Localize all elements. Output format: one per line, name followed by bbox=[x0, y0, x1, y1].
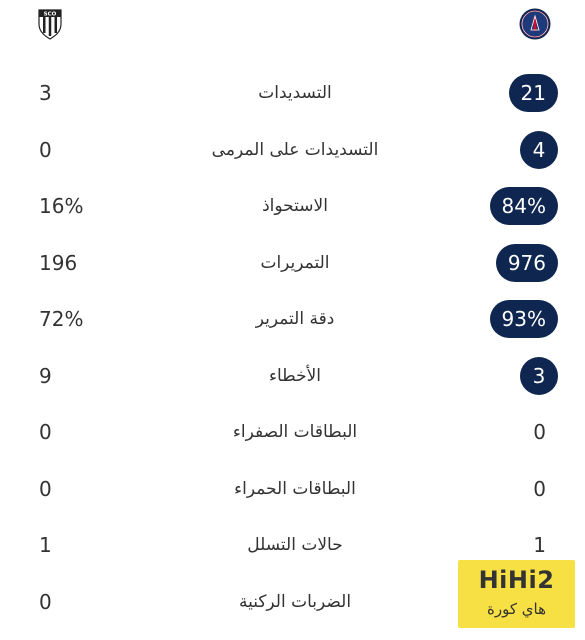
stat-label: الضربات الركنية bbox=[238, 591, 352, 612]
away-stat-value: 3 bbox=[39, 81, 52, 105]
away-stat-value: 9 bbox=[39, 363, 52, 388]
home-stat-pill: 976 bbox=[496, 244, 558, 282]
stat-label: التمريرات bbox=[260, 252, 330, 273]
away-stat-value: 0 bbox=[39, 589, 52, 614]
home-stat-value: 1 bbox=[533, 533, 546, 557]
away-stat-value: 0 bbox=[39, 476, 52, 501]
home-stat-value: 0 bbox=[533, 476, 546, 501]
svg-text:SCO: SCO bbox=[43, 11, 57, 18]
home-stat-pill: 4 bbox=[520, 131, 558, 169]
home-stat-pill: 84% bbox=[490, 187, 558, 225]
stat-label: التسديدات bbox=[258, 83, 332, 103]
home-stat-pill: 93% bbox=[490, 300, 558, 338]
stat-label: حالات التسلل bbox=[247, 535, 343, 555]
away-stat-value: 16% bbox=[39, 194, 84, 218]
stat-row bbox=[0, 243, 585, 283]
stat-label: دقة التمرير bbox=[255, 309, 335, 329]
stat-row bbox=[0, 412, 585, 452]
home-stat-pill: 3 bbox=[520, 357, 558, 395]
away-stat-value: 1 bbox=[39, 533, 52, 557]
stat-row bbox=[0, 356, 585, 396]
stat-row bbox=[0, 469, 585, 509]
away-stat-value: 196 bbox=[39, 250, 78, 275]
match-header bbox=[0, 0, 585, 50]
stat-row bbox=[0, 299, 585, 339]
away-stat-value: 72% bbox=[39, 307, 84, 331]
stat-label: التسديدات على المرمى bbox=[211, 139, 379, 160]
stat-label: البطاقات الحمراء bbox=[234, 478, 356, 499]
stat-label: البطاقات الصفراء bbox=[232, 422, 358, 442]
stat-row bbox=[0, 73, 585, 113]
stat-row bbox=[0, 186, 585, 226]
home-stat-pill: 21 bbox=[509, 74, 558, 112]
psg-crest-icon[interactable] bbox=[519, 8, 551, 40]
stat-label: الاستحواذ bbox=[262, 196, 328, 216]
hihi2-watermark bbox=[458, 560, 575, 628]
home-stat-value: 0 bbox=[533, 420, 546, 444]
watermark-tagline: هاي كورة bbox=[487, 600, 546, 618]
stat-label: الأخطاء bbox=[268, 365, 322, 386]
sco-angers-crest-icon[interactable] bbox=[36, 8, 64, 40]
stat-row bbox=[0, 525, 585, 565]
watermark-brand: HiHi2 bbox=[478, 566, 555, 594]
away-stat-value: 0 bbox=[39, 420, 52, 444]
stat-row bbox=[0, 130, 585, 170]
away-stat-value: 0 bbox=[39, 137, 52, 162]
